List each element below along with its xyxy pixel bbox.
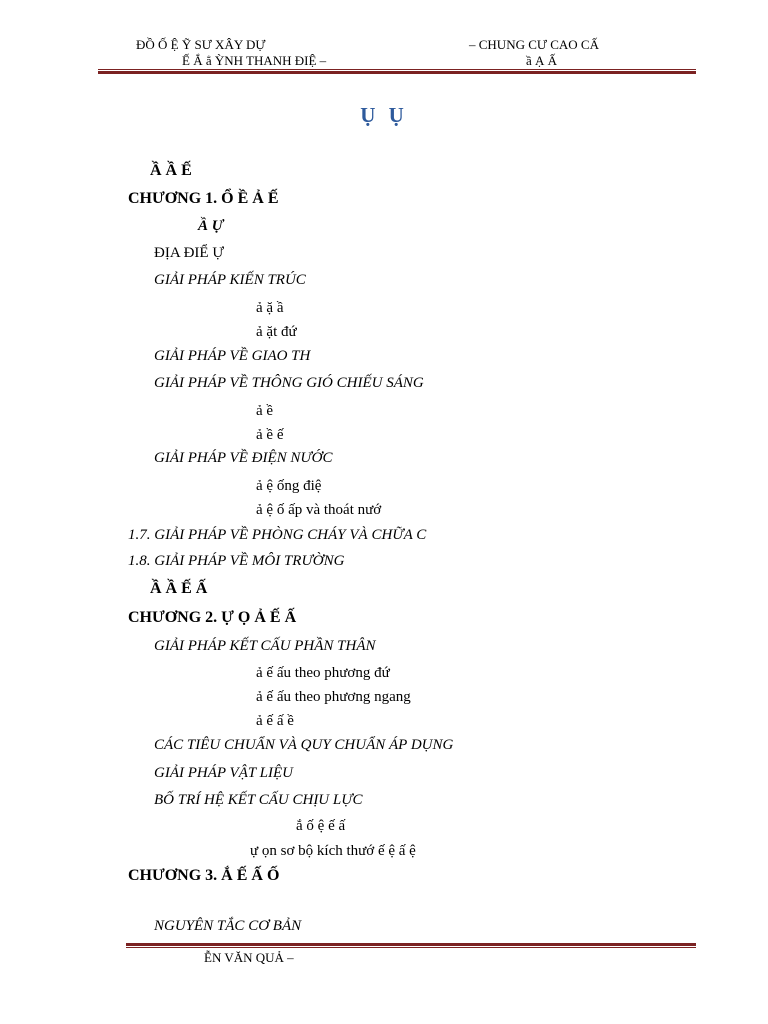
toc-chapter-2[interactable]: CHƯƠNG 2. Ự Ọ Ả Ế Ấ: [128, 609, 297, 626]
toc-section-1-4[interactable]: GIẢI PHÁP VỀ THÔNG GIÓ CHIẾU SÁNG: [154, 375, 424, 391]
page-title: Ụ Ụ: [360, 103, 408, 127]
footer-author: ỄN VĂN QUẢ –: [204, 950, 294, 965]
toc-chapter-3[interactable]: CHƯƠNG 3. Ắ Ế Ấ Ố: [128, 867, 280, 884]
toc-subsection-1-2-1[interactable]: ả ặ ầ: [256, 300, 284, 316]
toc-subsection-2-4-2[interactable]: ự ọn sơ bộ kích thướ ế ệ ấ ệ: [250, 843, 416, 859]
toc-chapter-1-intro[interactable]: Ầ Ự: [198, 218, 224, 234]
toc-section-1-3[interactable]: GIẢI PHÁP VỀ GIAO TH: [154, 348, 311, 364]
header-right-line2: ầ Ạ Ấ: [526, 53, 558, 68]
toc-subsection-2-1-3[interactable]: ả ế ấ ề: [256, 713, 294, 729]
toc-subsection-2-1-2[interactable]: ả ế ấu theo phương ngang: [256, 689, 411, 705]
toc-section-2-1[interactable]: GIẢI PHÁP KẾT CẤU PHẦN THÂN: [154, 638, 376, 654]
toc-section-3-1[interactable]: NGUYÊN TẮC CƠ BẢN: [154, 918, 302, 934]
toc-subsection-1-5-1[interactable]: ả ệ ống điệ: [256, 478, 322, 494]
toc-part-1[interactable]: Ầ Ầ Ế: [150, 162, 192, 179]
toc-section-2-3[interactable]: GIẢI PHÁP VẬT LIỆU: [154, 765, 294, 781]
toc-subsection-1-2-2[interactable]: ả ặt đứ: [256, 324, 297, 340]
toc-part-2[interactable]: Ầ Ầ Ế Ấ: [150, 580, 208, 597]
toc-subsection-1-4-2[interactable]: ả ề ế: [256, 427, 284, 443]
toc-subsection-2-4-1[interactable]: ắ ố ệ ế ấ: [296, 818, 346, 834]
toc-subsection-1-5-2[interactable]: ả ệ ố ấp và thoát nướ: [256, 502, 382, 518]
toc-section-1-2[interactable]: GIẢI PHÁP KIẾN TRÚC: [154, 272, 306, 288]
header-right-line1: – CHUNG CƯ CAO CẤ: [469, 37, 599, 52]
toc-section-1-7[interactable]: 1.7. GIẢI PHÁP VỀ PHÒNG CHÁY VÀ CHỮA C: [128, 527, 427, 543]
toc-section-1-5[interactable]: GIẢI PHÁP VỀ ĐIỆN NƯỚC: [154, 450, 333, 466]
toc-section-1-8[interactable]: 1.8. GIẢI PHÁP VỀ MÔI TRƯỜNG: [128, 553, 345, 569]
header-left-line1: ĐỒ Ố Ệ Ỹ SƯ XÂY DỰ: [136, 37, 266, 52]
footer-rule: [126, 942, 696, 948]
header-rule: [98, 69, 696, 74]
toc-section-2-4[interactable]: BỐ TRÍ HỆ KẾT CẤU CHỊU LỰC: [154, 792, 363, 808]
toc-subsection-2-1-1[interactable]: ả ế ấu theo phương đứ: [256, 665, 390, 681]
header-left-line2: Ế Ắ ẳ ỲNH THANH ĐIỆ –: [182, 53, 327, 68]
toc-subsection-1-4-1[interactable]: ả ề: [256, 403, 274, 419]
toc-section-2-2[interactable]: CÁC TIÊU CHUẨN VÀ QUY CHUẨN ÁP DỤNG: [154, 737, 454, 753]
toc-chapter-1[interactable]: CHƯƠNG 1. Ổ Ề Ả Ế: [128, 190, 279, 207]
toc-section-1-1[interactable]: ĐỊA ĐIỂ Ự: [154, 245, 224, 261]
